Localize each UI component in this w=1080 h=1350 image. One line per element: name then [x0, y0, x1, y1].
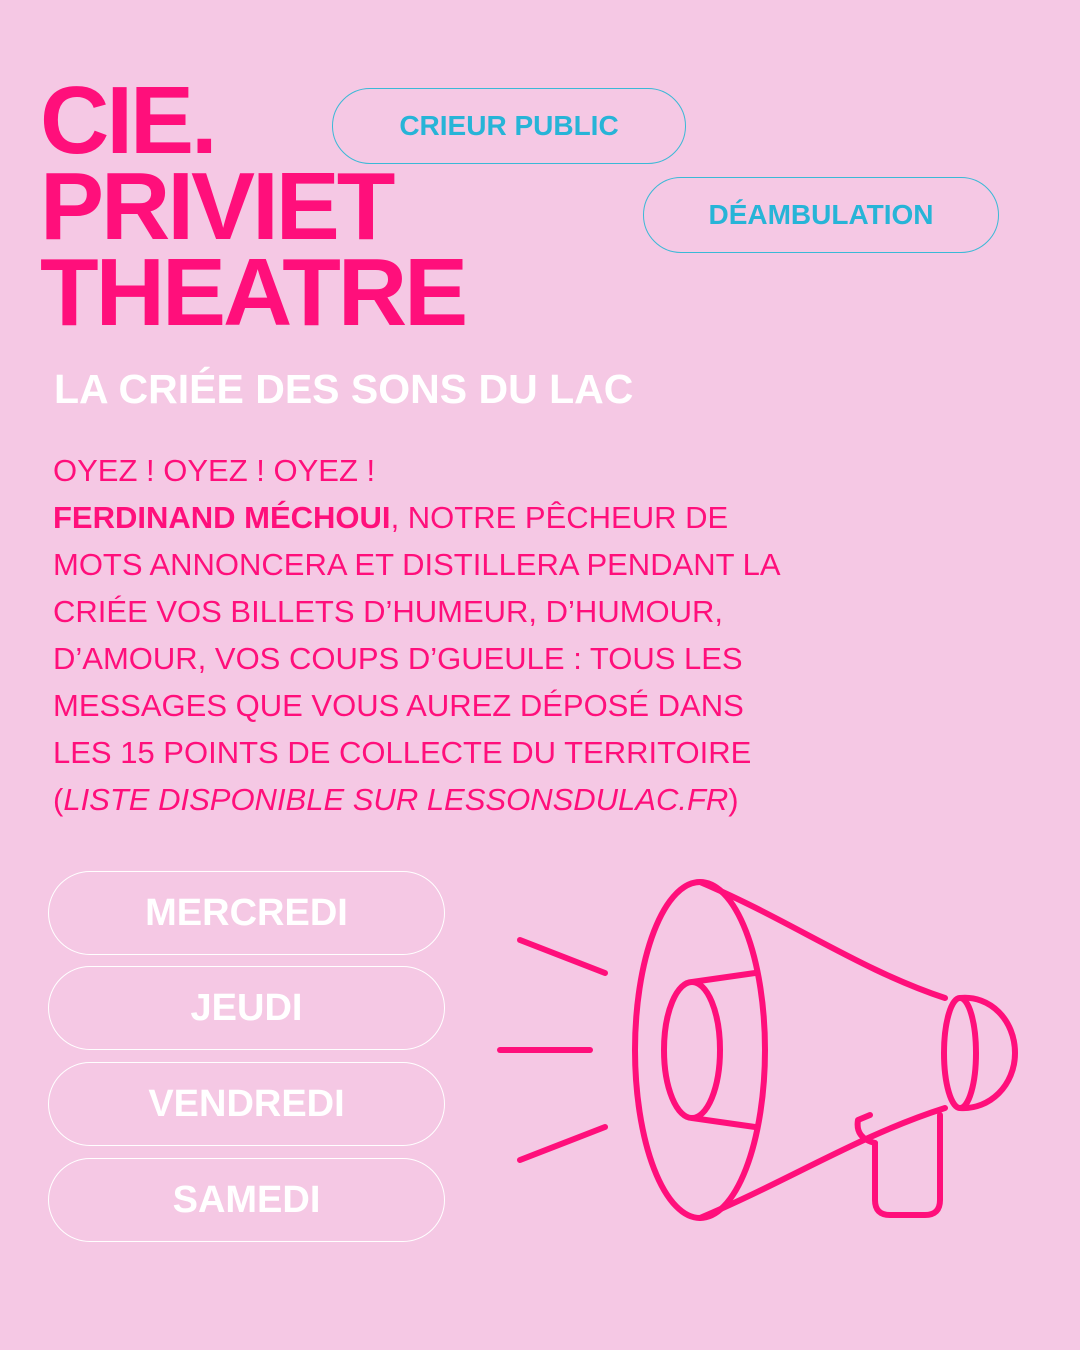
- description: [53, 447, 1063, 823]
- title-line-1: CIE.: [40, 67, 215, 174]
- day-pill-jeudi: JEUDI: [48, 966, 445, 1050]
- description-line: (LISTE DISPONIBLE SUR LESSONSDULAC.FR): [53, 782, 739, 817]
- website-link[interactable]: LISTE DISPONIBLE SUR LESSONSDULAC.FR: [63, 782, 729, 817]
- tag-crieur-public: CRIEUR PUBLIC: [332, 88, 686, 164]
- day-pill-mercredi: MERCREDI: [48, 871, 445, 955]
- sound-wave-icon: [520, 940, 605, 973]
- description-line: MESSAGES QUE VOUS AUREZ DÉPOSÉ DANS: [53, 688, 744, 723]
- description-line: CRIÉE VOS BILLETS D’HUMEUR, D’HUMOUR,: [53, 594, 724, 629]
- description-line: LES 15 POINTS DE COLLECTE DU TERRITOIRE: [53, 735, 752, 770]
- title-line-3: THEATRE: [40, 239, 466, 346]
- day-pill-samedi: SAMEDI: [48, 1158, 445, 1242]
- performer-name: FERDINAND MÉCHOUI: [53, 500, 391, 535]
- description-line: OYEZ ! OYEZ ! OYEZ !: [53, 453, 376, 488]
- tag-deambulation: DÉAMBULATION: [643, 177, 999, 253]
- day-pill-vendredi: VENDREDI: [48, 1062, 445, 1146]
- megaphone-icon: [490, 870, 1030, 1230]
- description-line: FERDINAND MÉCHOUI, NOTRE PÊCHEUR DE: [53, 500, 729, 535]
- title-line-2: PRIVIET: [40, 153, 393, 260]
- description-line: D’AMOUR, VOS COUPS D’GUEULE : TOUS LES: [53, 641, 743, 676]
- event-subtitle: LA CRIÉE DES SONS DU LAC: [54, 366, 634, 412]
- description-line: MOTS ANNONCERA ET DISTILLERA PENDANT LA: [53, 547, 781, 582]
- sound-wave-icon: [520, 1127, 605, 1160]
